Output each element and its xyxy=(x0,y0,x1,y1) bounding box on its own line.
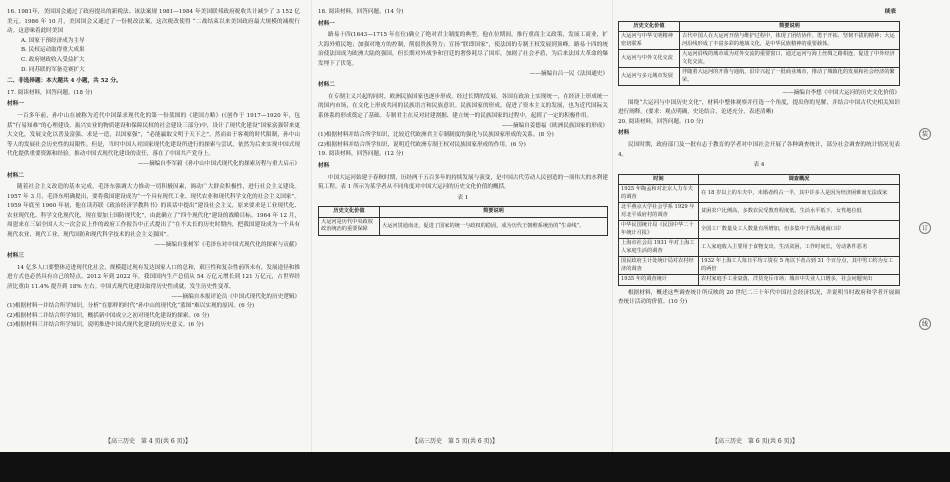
q18-material-1-text: 路易十四(1643—1715 年在位)确立了绝对君主制度的典型。他在位期间，推行重商主义政策，发展工商业，扩大海外殖民地；加强对地方的控制，削弱贵族势力；宣扬“朕即国家”，使法国的专制王权发展到顶峰。路易十四的统治使法国成为欧洲大陆的强国，但长期对外战争和宫廷的奢侈耗尽了国库，加剧了社会矛盾，为后来法国大革命的爆发埋下了伏笔。 xyxy=(318,32,608,67)
q17-material-2-source: ——摘编自张树军《毛泽东对中国式现代化的探索与贡献》 xyxy=(154,241,300,248)
q19-material-text: 中国大运河始建于春秋时期，历经两千五百多年的持续发展与演变，是中国古代劳动人民创造的一项伟大的水利建筑工程。表 1 所示为某学者从不同角度对中国大运河的历史文化价值的概括。 xyxy=(318,174,608,191)
page-5-footer: 【高三历史 第 5 页(共 6 页)】 xyxy=(412,438,498,445)
q17-material-1-source: ——摘编自李军毅《孙中山中国式现代化的探索历程与重大启示》 xyxy=(137,160,300,167)
table-cell: 国民政府主计处统计局对农村经济的调查 xyxy=(619,257,699,275)
q18-material-1-label: 材料一 xyxy=(318,20,335,27)
table-header-cell: 简要说明 xyxy=(680,21,900,32)
q18-question-2: (2)根据材料并结合所学知识，说明近代欧洲专制王权对民族国家形成的作用。(6 分) xyxy=(318,141,526,148)
page-4-column xyxy=(7,8,300,438)
table-1 xyxy=(318,206,608,236)
table-row xyxy=(619,203,900,221)
table-cell: 大运河与中外文化交流 xyxy=(619,50,680,68)
q17-material-2-label: 材料二 xyxy=(7,172,24,179)
q16-option-c: C. 政府财政收入受益扩大 xyxy=(21,56,85,63)
table-cell: 上海市社会局 1931 年对上海工人家庭生活的调查 xyxy=(619,239,699,257)
q17-material-3-text: 14 亿多人口要整体迈进现代化社会，规模超过现有发达国家人口的总和，艰巨性和复杂性前所未有，发展途径和推进方式也必然具有自己的特点。2012 年到 2022 年，我国国内生产总值从 54 万亿元增长到 121 万亿元，占世界经济比重由 11.4% 提升到 18% 左右。中国式现代化建设取得历史性成就，发生历史性变革。 xyxy=(7,264,300,291)
q17-question-2: (2)根据材料二并结合所学知识，概括新中国成立之初对现代化建设的探索。(6 分) xyxy=(7,312,210,319)
page-fold-divider xyxy=(311,0,312,452)
table-1-source: ——摘编自李想《中国大运河的历史文化价值》 xyxy=(782,90,900,97)
table-cell: 贫困农户比例高，多数农民受教育程度低，生活水平低下，女性地位低 xyxy=(699,203,900,221)
q17-material-2-text: 随着社会主义改造的基本完成，毛泽东强调大力推动一切积极因素，调动广大群众积极性，进行社会主义建设。1957 年 3 月，毛泽东明确提出，要将我国建设成为“一个具有现代工业、现代农业和现代科学文化的社会主义国家”。1959 年底至 1960 年初，他在读苏联《政治经济学教科书》的谈话中提出“建设社会主义，原来要求是工业现代化、农业现代化、科学文化现代化，现在要加上国防现代化”，由此确立了“四个现代化”建设的战略目标。1964 年 12 月，周恩来在三届全国人大一次会议上作的政府工作报告中正式提出了“在不太长的历史时期内，把我国建设成为一个具有现代农业、现代工业、现代国防和现代科学技术的社会主义强国”。 xyxy=(7,184,300,239)
q17-material-3-label: 材料三 xyxy=(7,253,24,260)
q16-stem: 16. 1981年，美国国会通过了政府提出的新税法、该法案规 1981—1984 年美国联邦政府税收共计减少了 3 152 亿美元。1986 年 10 月，美国国会又通过了一份税改法案，这次税改使得 “二战结束以来美国政府最大规模的减税行动。这意味着此时美国 xyxy=(7,9,300,35)
table-row xyxy=(619,185,900,203)
binding-mark: 订 xyxy=(921,225,928,232)
table-4 xyxy=(618,174,900,286)
q16-option-b: B. 民权运动取得重大成果 xyxy=(21,47,85,54)
table-cell: 中华民国统计局《民国中华二十年统计月报》 xyxy=(619,221,699,239)
table-row xyxy=(619,68,900,86)
table-cell: 1932 年上海工人每日平均工资在 5 角以下者占到 31 个百分点，其中男工约为女工的两倍 xyxy=(699,257,900,275)
page-4-footer: 【高三历史 第 4 页(共 6 页)】 xyxy=(105,438,191,445)
table-cell: 工人家庭收入主要用于食物支出，生活贫困，工作时间长，劳动条件恶劣 xyxy=(699,239,900,257)
q19-stem: 19. 阅读材料，回答问题。(12 分) xyxy=(318,151,404,158)
q17-stem: 17. 阅读材料，回答问题。(18 分) xyxy=(7,89,93,96)
table-row xyxy=(619,275,900,286)
q17-material-3-source: ——摘编自本报评论员《中国式现代化的历史逻辑》 xyxy=(171,293,300,300)
table-cell: 伴随着大运河的开凿与通航，沿岸兴起了一批商业城市，推动了城镇化的发展和社会经济的繁荣。 xyxy=(680,68,900,86)
q17-material-1-text: 一百多年前，孙中山在被称为近代中国谋求现代化的第一份蓝图的《建国方略》(《创作于 1917—1920 年，包括“行易知难”的心理建设、振兴实业的物质建设和保障民权的社会建设三部分)中，设计了现代化建设“国家富强带来更大文化，发展文化以普及富强、求是一造，以国家强”，“必能赢取文明于天下之”。然而由于客观的时代限制，孙中山等人的发展社会历史性的局限性。但是，当时中国人对国家现代化建设所进行的探索与尝试，依然为后来实现中国式现代化提供重要资源和经验。推动中国式现代化建设的责任，落在了中国共产党身上。 xyxy=(7,112,300,158)
table-cell: 在 18 岁以上的车夫中，未婚者约占一半，其中许多人是因为经济困难而无法成家 xyxy=(699,185,900,203)
table-cell: 全国工厂数量及工人数量有所增加，但多集中于沿海通商口岸 xyxy=(699,221,900,239)
q20-prompt: 根据材料，概述这些调查统计所反映的 20 世纪二三十年代中国社会经济状况，并说明当时政府和学者开展调查统计活动的价值。(10 分) xyxy=(618,289,900,306)
q20-stem: 20. 阅读材料，回答问题。(10 分) xyxy=(618,118,704,125)
table-row xyxy=(619,221,900,239)
table-cell: 1925 年陶孟和对北京人力车夫的调查 xyxy=(619,185,699,203)
table-header-cell: 简要说明 xyxy=(380,207,608,218)
table-row xyxy=(619,50,900,68)
table-1-continued xyxy=(618,21,900,87)
q19-prompt: 围绕“大运河与中国历史文化”，材料中整体观察并任选一个角度，提出你的见解，并结合中国古代史相关知识进行阐释。(要求：观点明确，史论结合，论述充分，表述清晰) xyxy=(618,99,900,116)
scan-bottom-band xyxy=(0,452,950,482)
q18-material-2-source: ——摘编自姜德福《欧洲民族国家的形成》 xyxy=(501,122,608,129)
table-cell: 大运河是历代中央政权政治统治的重要保障 xyxy=(319,217,380,235)
table-header-cell: 历史文化价值 xyxy=(319,207,380,218)
q17-question-1: (1)根据材料一并结合所学知识，分析“在那样的时代”孙中山的现代化“蓝图”难以实现的原因。(6 分) xyxy=(7,303,255,310)
table-header-cell: 调查概况 xyxy=(699,174,900,185)
table-row xyxy=(319,217,608,235)
q20-material-text: 民国时期，政府部门及一批有志于教育的学者对中国社会开展了各种调查统计，部分社会调查的统计情况见表 4。 xyxy=(618,142,900,158)
table-cell: 大运河与中华文明精神密切联系 xyxy=(619,32,680,50)
table-cell: 古代中国人在大运河开凿与维护过程中，体现了团结协作、勇于开拓、坚韧不拔的精神；大运河沿线形成了丰富多彩的地域文化，是中华民族精神的重要载体。 xyxy=(680,32,900,50)
q16-option-d: D. 同苏联的军备竞赛扩大 xyxy=(21,66,85,73)
table-cell: 大运河贯通南北，促进了国家的统一与政权的稳固，成为历代王朝维系统治的“生命线”。 xyxy=(380,217,608,235)
table-1-caption: 表 1 xyxy=(457,194,469,201)
q18-question-1: (1)根据材料并结合所学知识，比较近代欧洲君主专制制度的强化与民族国家形成的关系。(8 分) xyxy=(318,132,554,139)
page-6-footer: 【高三历史 第 6 页(共 6 页)】 xyxy=(712,438,798,445)
table-4-caption: 表 4 xyxy=(753,162,765,169)
page-5-column xyxy=(318,8,608,438)
q20-material-label: 材料 xyxy=(618,130,630,137)
table-row xyxy=(619,32,900,50)
q18-stem: 18. 阅读材料，回答问题。(14 分) xyxy=(318,9,404,15)
table-cell: 北平燕京大学社会学系 1929 年对北平成府村的调查 xyxy=(619,203,699,221)
table-cell: 农村家庭手工业衰落，洋货充斥市场；城市中失业人口增多，社会问题突出 xyxy=(699,275,900,286)
page-6-column xyxy=(618,8,900,438)
q18-material-2-label: 材料二 xyxy=(318,82,335,89)
q17-material-1-label: 材料一 xyxy=(7,101,24,108)
q19-material-label: 材料 xyxy=(318,162,330,169)
binding-mark: 装 xyxy=(921,131,928,138)
q18-material-1-source: ——摘编自吕一民《法国通史》 xyxy=(529,70,608,77)
table-cell: 大运河沿线的城市成为对外交流的重要窗口，通过运河与海上丝绸之路相连，促进了中外经济文化交流。 xyxy=(680,50,900,68)
q16-option-a: A. 国家干预经济成为主导 xyxy=(21,37,85,44)
q17-question-3: (3)根据材料三并结合所学知识，说明推进中国式现代化建设的历史意义。(6 分) xyxy=(7,322,204,329)
section-2-heading: 二、非选择题：本大题共 4 小题，共 52 分。 xyxy=(7,78,122,85)
table-header-cell: 时间 xyxy=(619,174,699,185)
continued-table-label: 续表 xyxy=(884,9,896,15)
table-header-row xyxy=(619,21,900,32)
page-fold-divider xyxy=(612,0,613,452)
binding-mark: 线 xyxy=(921,321,928,328)
table-cell: 大运河与多元城市发展 xyxy=(619,68,680,86)
table-header-row xyxy=(319,207,608,218)
table-header-cell: 历史文化价值 xyxy=(619,21,680,32)
table-row xyxy=(619,257,900,275)
q18-material-2-text: 在专制主义兴起的同时，欧洲民族国家也逐步形成。经过长期的发展，各国在政治上实现统一，在经济上形成统一的国内市场，在文化上形成共同的民族语言和民族意识。民族国家的形成，促进了资本主义的发展，也为近代国际关系体系的形成奠定了基础。专制君主在反对封建割据、建立统一的民族国家的过程中，起到了一定的积极作用。 xyxy=(318,93,608,119)
table-header-row xyxy=(619,174,900,185)
table-row xyxy=(619,239,900,257)
table-cell: 1935 年的调查统计 xyxy=(619,275,699,286)
